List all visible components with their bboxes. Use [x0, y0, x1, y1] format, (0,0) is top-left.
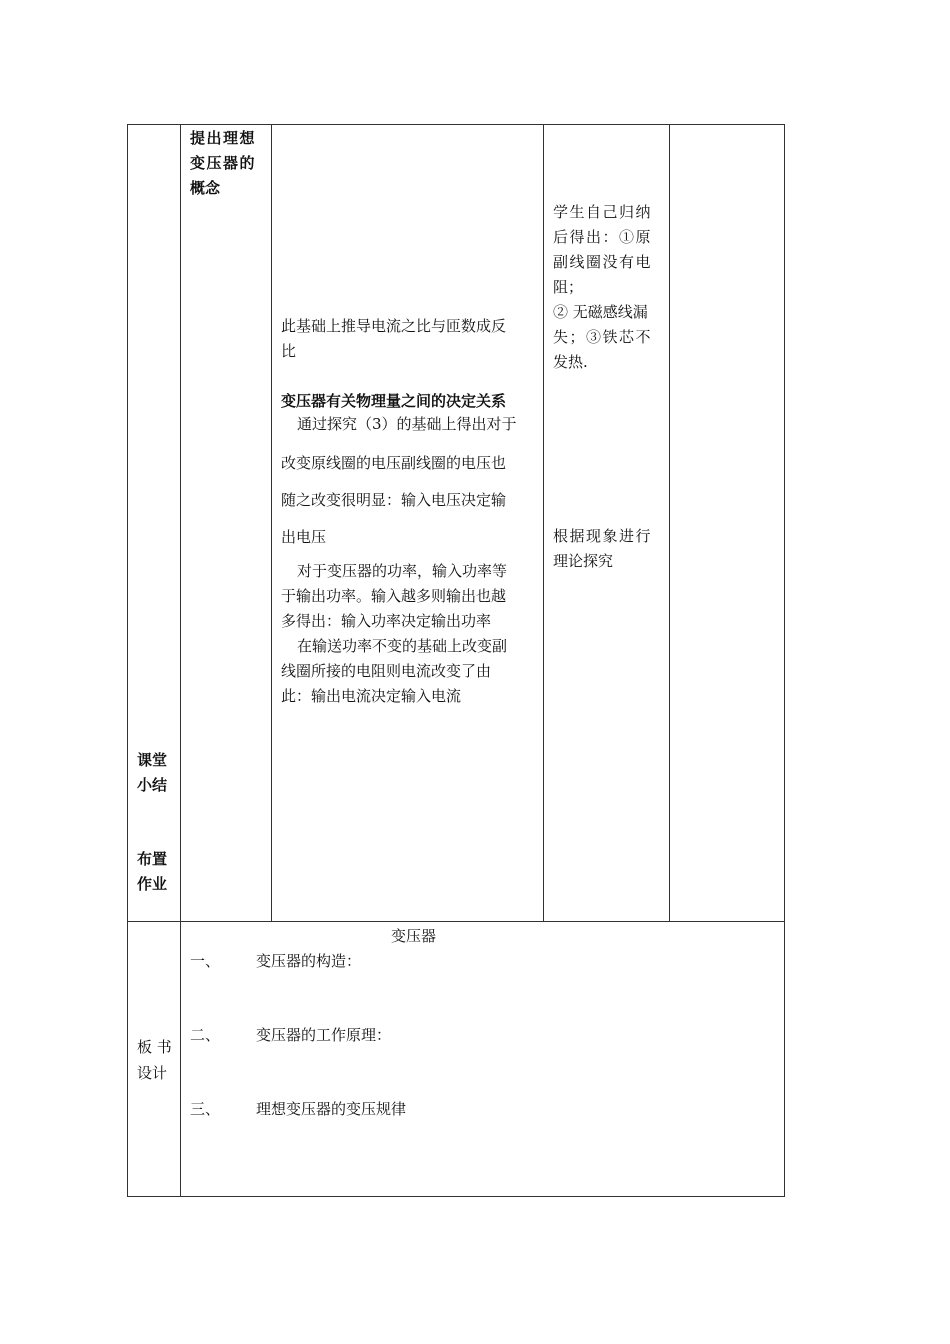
- table-left-border: [127, 124, 128, 1197]
- table-column-divider-3: [543, 124, 544, 922]
- ideal-conditions-line: ② 无磁感线漏: [553, 303, 648, 321]
- power-line: 于输出功率。输入越多则输出也越: [281, 587, 507, 605]
- voltage-line: 出电压: [281, 528, 327, 546]
- ideal-conditions-line: 副线圈没有电: [553, 253, 653, 271]
- derivation-line: 此基础上推导电流之比与匝数成反: [281, 317, 507, 335]
- board-item-number: 二、: [190, 1026, 221, 1044]
- table-column-divider-1: [180, 124, 181, 1197]
- homework-label-line: 作业: [137, 875, 168, 893]
- voltage-line: 随之改变很明显：输入电压决定输: [281, 491, 507, 509]
- table-middle-border: [127, 921, 785, 922]
- derivation-line: 比: [281, 342, 297, 360]
- board-design-label-line: 板 书: [137, 1038, 172, 1056]
- board-item-text: 理想变压器的变压规律: [256, 1100, 407, 1118]
- ideal-conditions-line: 阻；: [553, 278, 584, 296]
- ideal-conditions-line: 发热.: [553, 353, 588, 371]
- power-line: 多得出：输入功率决定输出功率: [281, 612, 492, 630]
- table-right-border: [784, 124, 785, 1197]
- table-bottom-border: [127, 1196, 785, 1197]
- decision-heading: 变压器有关物理量之间的决定关系: [281, 392, 507, 410]
- current-line: 此：输出电流决定输入电流: [281, 687, 462, 705]
- board-item-text: 变压器的构造：: [256, 952, 362, 970]
- voltage-line: 通过探究（3）的基础上得出对于: [297, 415, 517, 433]
- board-title: 变压器: [391, 927, 437, 945]
- stage-label-line: 提出理想: [190, 129, 257, 147]
- current-line: 线圈所接的电阻则电流改变了由: [281, 662, 492, 680]
- power-line: 对于变压器的功率，输入功率等: [297, 562, 508, 580]
- current-line: 在输送功率不变的基础上改变副: [297, 637, 508, 655]
- summary-label-line: 课堂: [137, 751, 168, 769]
- ideal-conditions-line: 后得出：①原: [553, 228, 653, 246]
- board-design-label-line: 设计: [137, 1064, 168, 1082]
- table-column-divider-2: [271, 124, 272, 922]
- board-item-number: 三、: [190, 1100, 221, 1118]
- theory-line: 根据现象进行: [553, 527, 653, 545]
- voltage-line: 改变原线圈的电压副线圈的电压也: [281, 454, 507, 472]
- summary-label-line: 小结: [137, 776, 168, 794]
- homework-label-line: 布置: [137, 850, 168, 868]
- ideal-conditions-line: 失；③铁芯不: [553, 328, 653, 346]
- board-item-number: 一、: [190, 952, 221, 970]
- ideal-conditions-line: 学生自己归纳: [553, 203, 653, 221]
- table-column-divider-4: [669, 124, 670, 922]
- board-item-text: 变压器的工作原理：: [256, 1026, 392, 1044]
- table-top-border: [127, 124, 785, 125]
- stage-label-line: 变压器的: [190, 154, 257, 172]
- stage-label-line: 概念: [190, 179, 221, 197]
- theory-line: 理论探究: [553, 552, 614, 570]
